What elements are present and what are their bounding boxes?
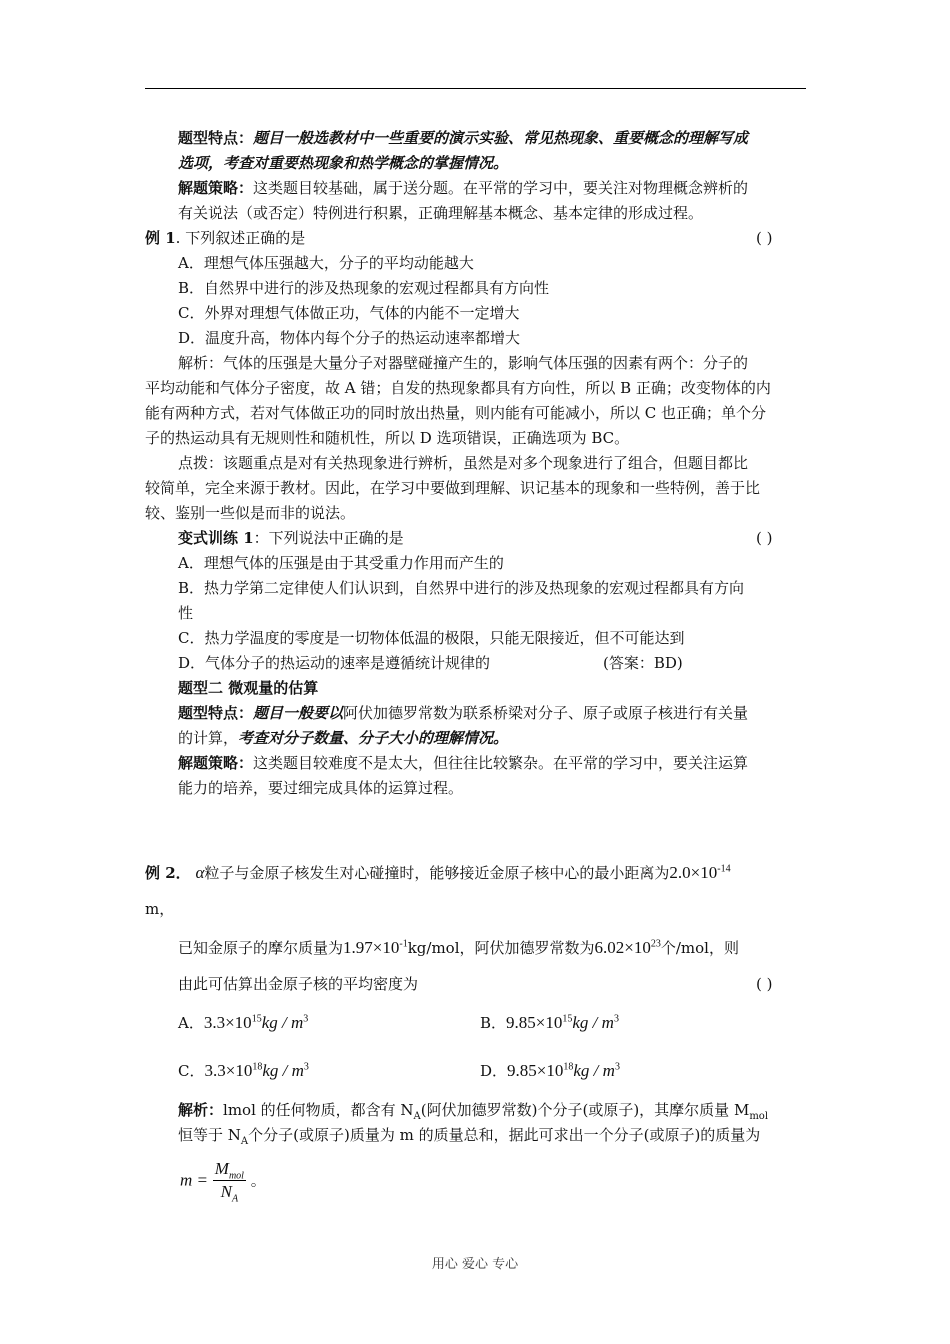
example2-option-b: B．$9.85\times 10^{15}kg / m^3$ — [480, 1013, 619, 1032]
strategy-line-1 — [178, 176, 748, 201]
variant1-label: 变式训练 1 — [178, 529, 254, 547]
example1-option-d: D．温度升高，物体内每个分子的热运动速率都增大 — [178, 329, 521, 347]
formula-fraction: $\frac{M_{mol}}{N_A}$ — [214, 1159, 244, 1205]
example2-option-d: D．$9.85\times 10^{18}kg / m^3$ — [480, 1061, 620, 1080]
example1-analysis-1: 解析：气体的压强是大量分子对器壁碰撞产生的，影响气体压强的因素有两个：分子的 — [178, 354, 749, 372]
section2-features-a: 题目一般要以 — [253, 704, 344, 722]
mass-formula: m = $\frac{M_{mol}}{N_A}$ 。 — [180, 1159, 266, 1205]
section2-strategy-label: 解题策略： — [178, 754, 254, 772]
avogadro-unit: 个/mol，则 — [660, 939, 739, 957]
example1-option-c: C．外界对理想气体做正功，气体的内能不一定增大 — [178, 304, 520, 322]
example1-tips-2: 较简单，完全来源于教材。因此，在学习中要做到理解、识记基本的现象和一些特例，善于比 — [145, 479, 761, 497]
variant1-question-text: ：下列说法中正确的是 — [253, 529, 404, 547]
example1-bracket: ( ) — [756, 229, 773, 247]
example1-question — [145, 226, 305, 251]
example1-option-a: A．理想气体压强越大，分子的平均动能越大 — [178, 254, 474, 272]
section2-strategy-2: 能力的培养，要过细完成具体的运算过程。 — [178, 779, 464, 797]
example1-tips-1: 点拨：该题重点是对有关热现象进行辨析，虽然是对多个现象进行了组合，但题目都比 — [178, 454, 749, 472]
variant1-option-a: A．理想气体的压强是由于其受重力作用而产生的 — [178, 554, 504, 572]
section2-features-d: 考查对分子数量、分子大小的理解情况。 — [238, 729, 509, 747]
alpha-symbol: α — [195, 863, 205, 882]
option-a-value: $3.3\times 10^{15}kg / m^3$ — [203, 1013, 309, 1032]
features-label: 题型特点： — [178, 129, 254, 147]
section2-strategy-text: 这类题目较难度不是太大，但往往比较繁杂。在平常的学习中，要关注运算 — [253, 754, 749, 772]
features-line-1 — [178, 126, 748, 151]
option-d-value: $9.85\times 10^{18}kg / m^3$ — [507, 1061, 620, 1080]
section2-strategy-1 — [178, 751, 748, 776]
example2-bracket: ( ) — [756, 975, 773, 993]
variant1-question — [178, 526, 404, 551]
example2-option-c: C．$3.3\times 10^{18}kg / m^3$ — [178, 1061, 309, 1080]
section2-features-c: 的计算， — [178, 729, 239, 747]
variant1-option-b: B．热力学第二定律使人们认识到，自然界中进行的涉及热现象的宏观过程都具有方向 — [178, 579, 745, 597]
example2-option-a: A．$3.3\times 10^{15}kg / m^3$ — [178, 1013, 309, 1032]
molar-mass-unit: kg/mol，阿伏加德罗常数为 — [407, 939, 595, 957]
example1-analysis-3: 能有两种方式，若对气体做正功的同时放出热量，则内能有可能减小，所以 C 也正确；单个分 — [145, 404, 767, 422]
example2-line-2 — [178, 935, 739, 961]
example2-analysis-1: 解析：lmol 的任何物质，都含有 $N_A$(阿伏加德罗常数)个分子(或原子)，其摩尔质量 $M_{mol}$ — [178, 1101, 769, 1122]
option-b-value: $9.85\times 10^{15}kg / m^3$ — [506, 1013, 619, 1032]
example1-tips-3: 较、鉴别一些似是而非的说法。 — [145, 504, 356, 522]
example2-text-1: 粒子与金原子核发生对心碰撞时，能够接近金原子核中心的最小距离为 — [204, 864, 670, 882]
avogadro-value: $6.02\times 10^{23}$ — [594, 938, 661, 957]
variant1-bracket: ( ) — [756, 529, 773, 547]
option-c-value: $3.3\times 10^{18}kg / m^3$ — [204, 1061, 309, 1080]
variant1-option-b-cont: 性 — [178, 604, 194, 622]
example2-text-2: 已知金原子的摩尔质量为 — [178, 939, 344, 957]
strategy-line-2: 有关说法（或否定）特例进行积累，正确理解基本概念、基本定律的形成过程。 — [178, 204, 704, 222]
features-line-2: 选项，考查对重要热现象和热学概念的掌握情况。 — [178, 154, 509, 172]
example2-label: 例 2 — [145, 864, 176, 882]
section2-features-label: 题型特点： — [178, 704, 254, 722]
distance-value: $2.0\times 10^{-14}$ — [669, 863, 731, 882]
example2-analysis-2: 恒等于 $N_A$个分子(或原子)质量为 m 的质量总和，据此可求出一个分子(或原子)的质量为 — [178, 1126, 761, 1147]
variant1-option-c: C．热力学温度的零度是一切物体低温的极限，只能无限接近，但不可能达到 — [178, 629, 685, 647]
example1-analysis-4: 子的热运动具有无规则性和随机性，所以 D 选项错误，正确选项为 BC。 — [145, 429, 630, 447]
page-footer: 用心 爱心 专心 — [431, 1257, 519, 1272]
example1-label: 例 1 — [145, 229, 176, 247]
example2-analysis-label: 解析： — [178, 1101, 224, 1119]
strategy-text: 这类题目较基础，属于送分题。在平常的学习中，要关注对物理概念辨析的 — [253, 179, 749, 197]
example1-analysis-2: 平均动能和气体分子密度，故 A 错；自发的热现象都具有方向性，所以 B 正确；改变物体的内 — [145, 379, 771, 397]
example2-dist-unit: m， — [145, 900, 175, 918]
header-rule — [145, 88, 806, 89]
section2-features-1 — [178, 701, 748, 726]
section2-features-2 — [178, 726, 508, 751]
molar-mass-value: $1.97\times 10^{-1}$ — [343, 938, 408, 957]
example1-option-b: B．自然界中进行的涉及热现象的宏观过程都具有方向性 — [178, 279, 550, 297]
variant1-option-d: D．气体分子的热运动的速率是遵循统计规律的 — [178, 654, 491, 672]
section2-title: 题型二 微观量的估算 — [178, 679, 319, 697]
example1-question-text: . 下列叙述正确的是 — [175, 229, 306, 247]
variant1-answer: (答案：BD) — [603, 654, 683, 672]
features-text: 题目一般选教材中一些重要的演示实验、常见热现象、重要概念的理解写成 — [253, 129, 749, 147]
example2-line-1: 例 2． α粒子与金原子核发生对心碰撞时，能够接近金原子核中心的最小距离为$2.0\times 10^{-14}$ — [145, 863, 731, 882]
example2-line-3: 由此可估算出金原子核的平均密度为 — [178, 975, 419, 993]
strategy-label: 解题策略： — [178, 179, 254, 197]
section2-features-b: 阿伏加德罗常数为联系桥梁对分子、原子或原子核进行有关量 — [343, 704, 749, 722]
